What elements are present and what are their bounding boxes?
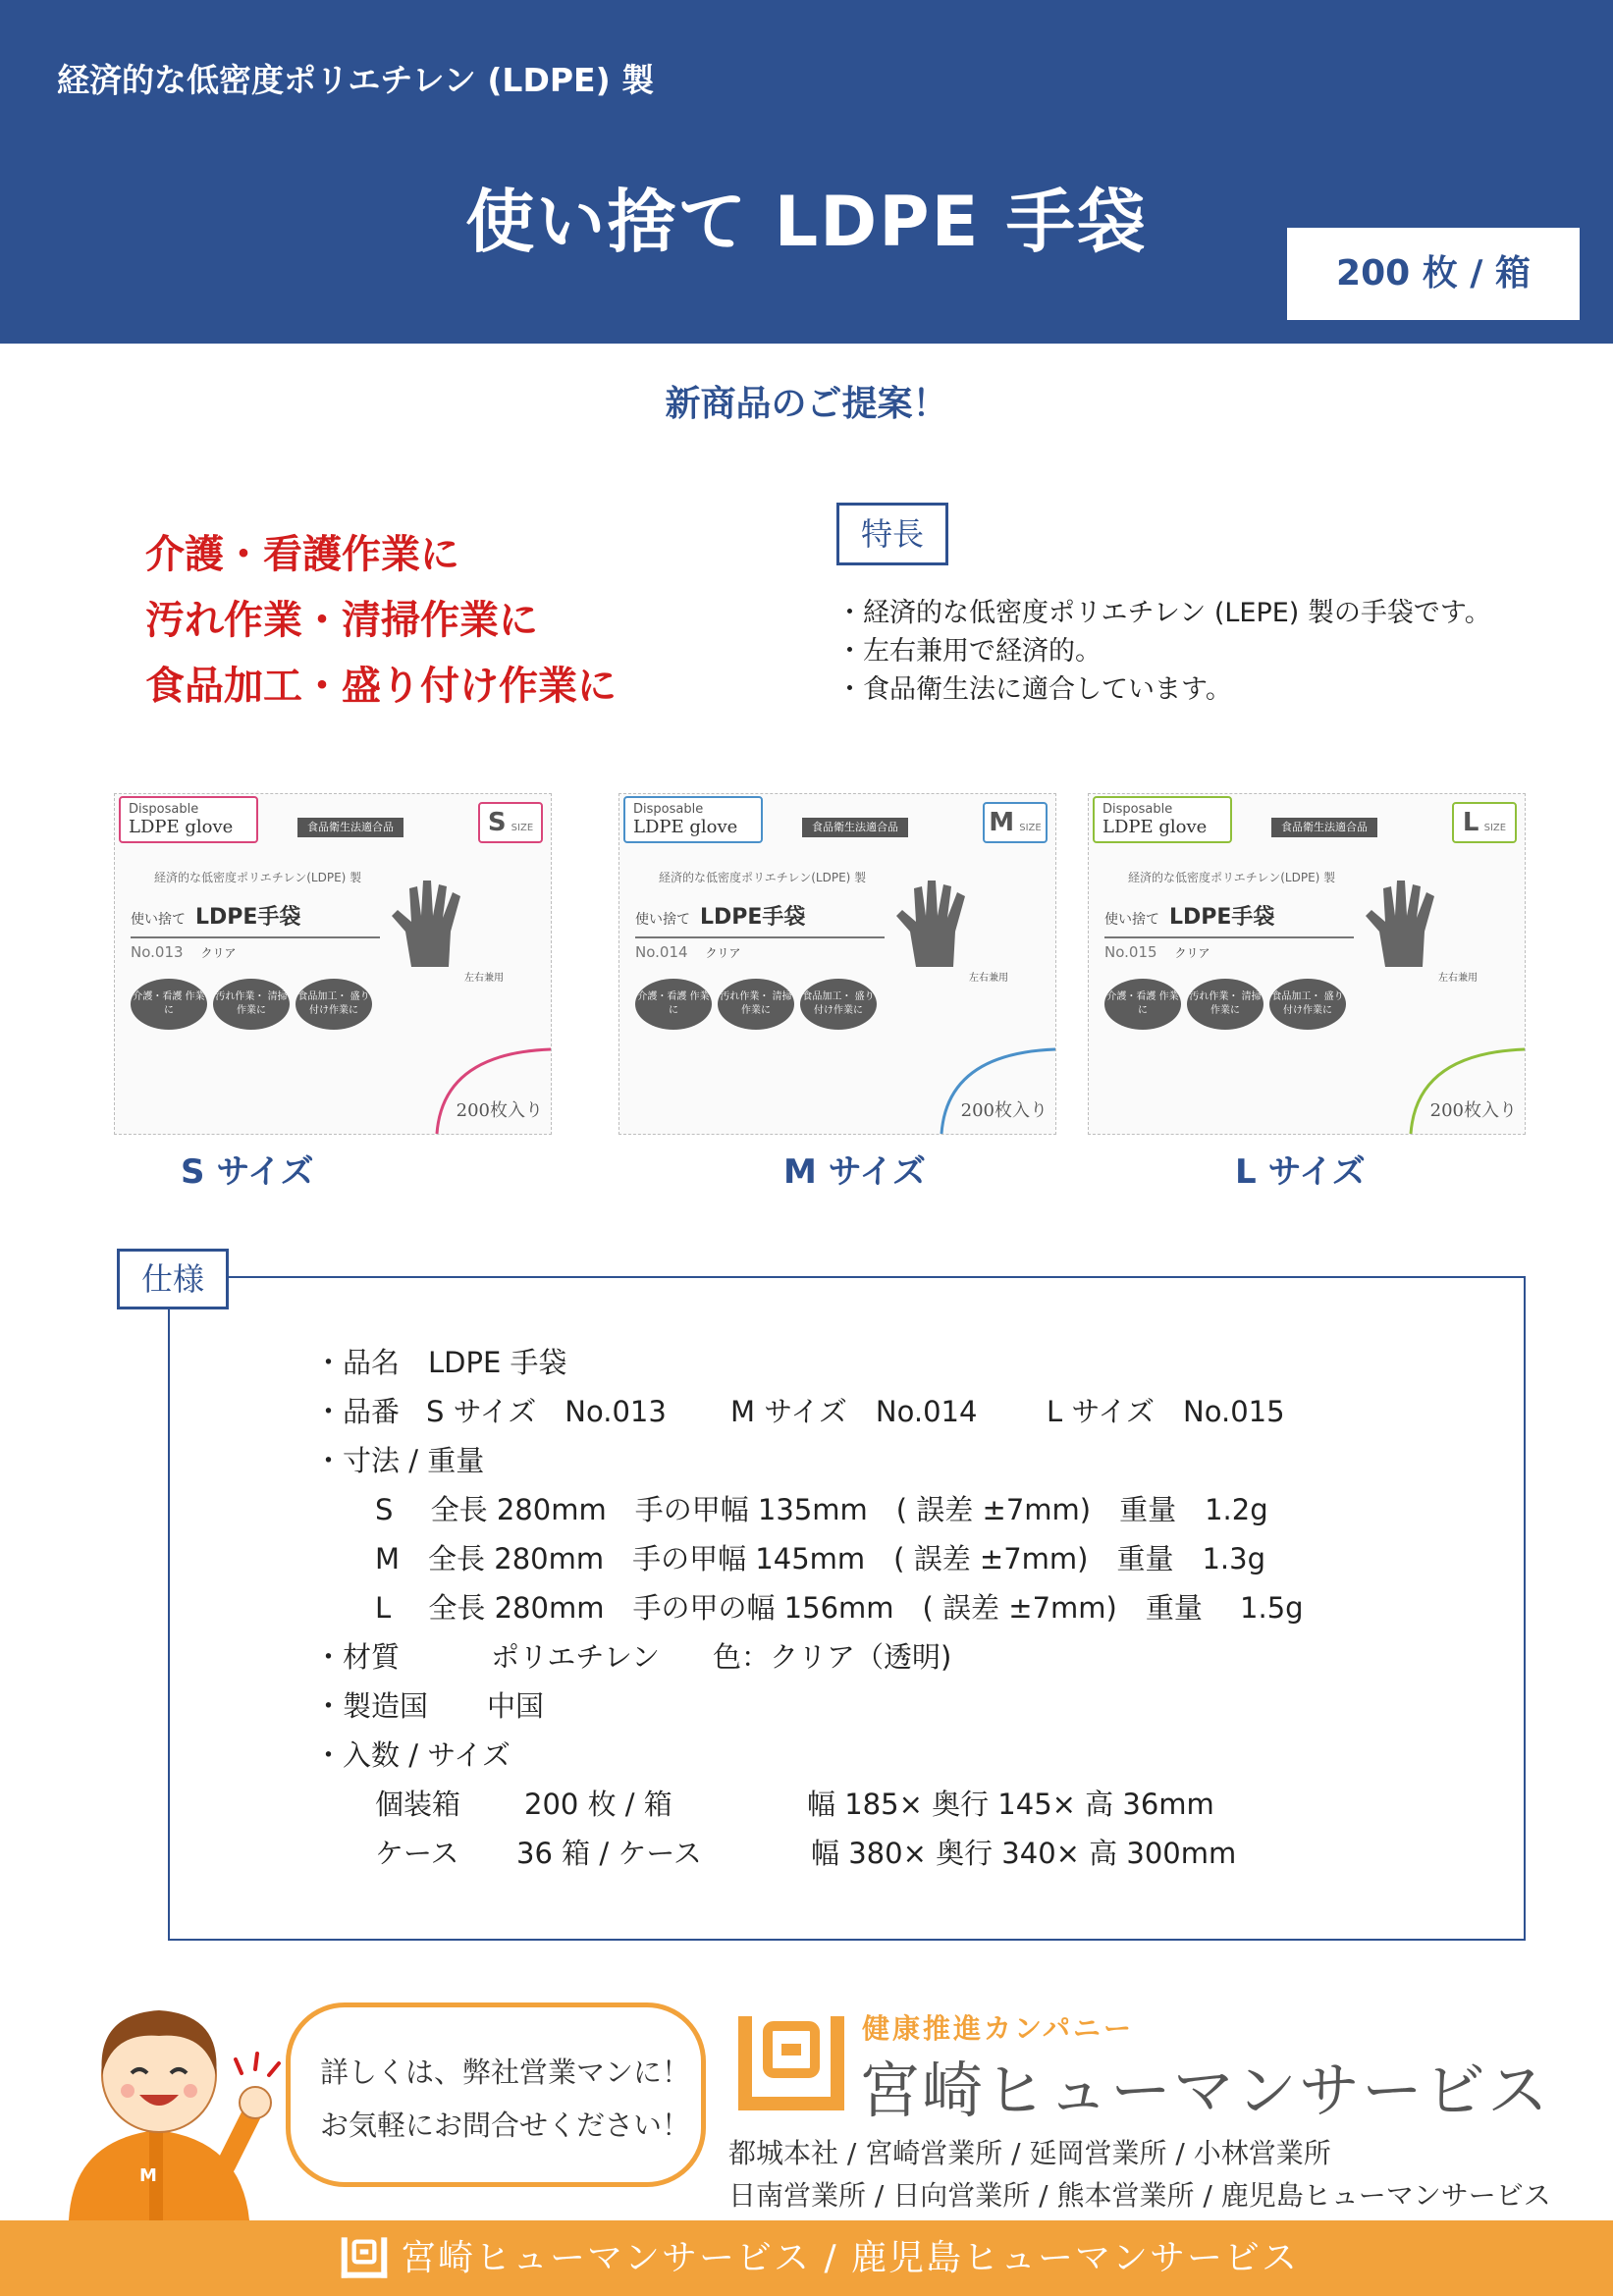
brand-label: [623, 796, 763, 843]
bubble-line1: 詳しくは、弊社営業マンに！: [320, 2056, 691, 2089]
footer-text: 宮崎ヒューマンサービス / 鹿児島ヒューマンサービス: [401, 2238, 1300, 2278]
size-suffix: SIZE: [1483, 823, 1507, 833]
spec-color: 色：クリア（透明): [713, 1640, 952, 1674]
spec-dim-s: S 全長 280mm 手の甲幅 135mm ( 誤差 ±7mm) 重量 1.2g: [375, 1493, 1268, 1526]
size-badge: [478, 802, 543, 843]
spec-title: 仕様: [117, 1249, 229, 1309]
page-title: 使い捨て LDPE 手袋: [465, 182, 1148, 262]
size-letter: L: [1462, 808, 1479, 837]
ambidextrous-text: 左右兼用: [1438, 973, 1478, 984]
size-suffix: SIZE: [511, 823, 534, 833]
feature-item: ・左右兼用で経済的。: [836, 636, 1102, 667]
spec-case-qty: 36 箱 / ケース: [516, 1837, 702, 1870]
offices-line1: 都城本社 / 宮崎営業所 / 延岡営業所 / 小林営業所: [728, 2137, 1331, 2169]
use-item: 汚れ作業・清掃作業に: [145, 598, 538, 643]
spec-box-qty: 200 枚 / 箱: [524, 1788, 672, 1821]
cert-badge: 食品衛生法適合品: [1271, 818, 1377, 837]
use-oval: 食品加工・ 盛り付け作業に: [1269, 979, 1346, 1030]
mascot-character: [49, 1993, 285, 2220]
use-item: 介護・看護作業に: [145, 532, 459, 577]
use-ovals: [635, 979, 883, 1030]
spec-dim-m: M 全長 280mm 手の甲幅 145mm ( 誤差 ±7mm) 重量 1.3g: [375, 1542, 1266, 1575]
spec-item-no-head: ・品番: [314, 1395, 401, 1428]
spec-dims-head: ・寸法 / 重量: [314, 1444, 485, 1477]
size-letter: S: [487, 808, 507, 837]
package-name: [1104, 900, 1354, 938]
company-name: 宮崎ヒューマンサービス: [859, 2055, 1551, 2126]
count-text: 200枚入り: [960, 1100, 1048, 1121]
brand-label: [119, 796, 258, 843]
material-text: 経済的な低密度ポリエチレン(LDPE) 製: [1128, 871, 1336, 884]
product-image-m: [618, 793, 1056, 1135]
use-oval: 介護・看護 作業に: [635, 979, 712, 1030]
product-image-s: [114, 793, 552, 1135]
spec-origin-head: ・製造国: [314, 1689, 429, 1723]
glove-icon: [386, 877, 480, 971]
spec-item-no-m: M サイズ No.014: [730, 1395, 978, 1428]
package-name: [131, 900, 380, 938]
spec-item-no-l: L サイズ No.015: [1047, 1395, 1285, 1428]
item-number: No.013: [131, 943, 184, 961]
feature-item: ・食品衛生法に適合しています。: [836, 674, 1232, 705]
spec-box-size: 幅 185× 奥行 145× 高 36mm: [807, 1788, 1214, 1821]
spec-material: ポリエチレン: [491, 1640, 661, 1674]
use-oval: 介護・看護 作業に: [1104, 979, 1181, 1030]
package-number: [1104, 943, 1210, 961]
package-number: [635, 943, 741, 961]
spec-case-size: 幅 380× 奥行 340× 高 300mm: [811, 1837, 1237, 1870]
bubble-line2: お気軽にお問合せください！: [320, 2109, 691, 2142]
glove-icon: [1360, 877, 1454, 971]
color-text: クリア: [200, 946, 237, 960]
item-number: No.015: [1104, 943, 1157, 961]
spec-case-label: ケース: [375, 1837, 459, 1870]
company-logo-icon: [734, 2012, 848, 2114]
brand-line1: Disposable: [633, 802, 704, 817]
use-oval: 汚れ作業・ 清掃作業に: [1187, 979, 1264, 1030]
spec-packing-head: ・入数 / サイズ: [314, 1738, 511, 1772]
count-text: 200枚入り: [456, 1100, 543, 1121]
footer-bar: [0, 2220, 1613, 2296]
brand-line1: Disposable: [1102, 802, 1173, 817]
size-letter: M: [989, 808, 1015, 837]
features-title: 特長: [836, 503, 948, 565]
cert-badge: 食品衛生法適合品: [802, 818, 908, 837]
size-label-s: S サイズ: [181, 1152, 314, 1192]
package-name: [635, 900, 885, 938]
use-ovals: [1104, 979, 1352, 1030]
name-prefix: 使い捨て: [131, 912, 186, 928]
size-badge: [983, 802, 1048, 843]
color-text: クリア: [1174, 946, 1210, 960]
spec-box-label: 個装箱: [375, 1788, 461, 1821]
color-text: クリア: [705, 946, 741, 960]
spec-dim-l: L 全長 280mm 手の甲の幅 156mm ( 誤差 ±7mm) 重量 1.5g: [375, 1591, 1304, 1625]
use-oval: 食品加工・ 盛り付け作業に: [296, 979, 372, 1030]
quantity-badge: 200 枚 / 箱: [1287, 228, 1580, 320]
size-label-m: M サイズ: [783, 1152, 926, 1192]
uses-list: [145, 522, 617, 720]
size-badge: [1452, 802, 1517, 843]
brand-label: [1093, 796, 1232, 843]
size-suffix: SIZE: [1019, 823, 1042, 833]
use-oval: 汚れ作業・ 清掃作業に: [213, 979, 290, 1030]
name-main: LDPE手袋: [700, 905, 806, 930]
features-list: [836, 594, 1491, 709]
package-number: [131, 943, 237, 961]
brand-line2: LDPE glove: [1102, 817, 1208, 837]
speech-bubble: [286, 2002, 706, 2187]
header-banner: [0, 0, 1613, 344]
header-subtitle: 経済的な低密度ポリエチレン (LDPE) 製: [57, 61, 655, 99]
name-prefix: 使い捨て: [1104, 912, 1159, 928]
brand-line2: LDPE glove: [129, 817, 234, 837]
use-oval: 汚れ作業・ 清掃作業に: [718, 979, 794, 1030]
use-ovals: [131, 979, 378, 1030]
name-main: LDPE手袋: [195, 905, 301, 930]
name-main: LDPE手袋: [1169, 905, 1275, 930]
footer-logo-icon: [340, 2234, 389, 2281]
size-label-l: L サイズ: [1235, 1152, 1366, 1192]
spec-origin: 中国: [487, 1689, 545, 1723]
product-image-l: [1088, 793, 1526, 1135]
use-oval: 介護・看護 作業に: [131, 979, 207, 1030]
cert-badge: 食品衛生法適合品: [297, 818, 403, 837]
spec-material-head: ・材質: [314, 1640, 401, 1674]
spec-item-no-s: S サイズ No.013: [426, 1395, 667, 1428]
name-prefix: 使い捨て: [635, 912, 690, 928]
count-text: 200枚入り: [1429, 1100, 1517, 1121]
brand-line1: Disposable: [129, 802, 199, 817]
item-number: No.014: [635, 943, 688, 961]
proposal-heading: 新商品のご提案！: [665, 384, 948, 424]
material-text: 経済的な低密度ポリエチレン(LDPE) 製: [154, 871, 362, 884]
feature-item: ・経済的な低密度ポリエチレン (LEPE) 製の手袋です。: [836, 598, 1491, 628]
ambidextrous-text: 左右兼用: [464, 973, 504, 984]
use-item: 食品加工・盛り付け作業に: [145, 664, 617, 709]
use-oval: 食品加工・ 盛り付け作業に: [800, 979, 877, 1030]
offices-line2: 日南営業所 / 日向営業所 / 熊本営業所 / 鹿児島ヒューマンサービス: [728, 2179, 1551, 2212]
material-text: 経済的な低密度ポリエチレン(LDPE) 製: [659, 871, 867, 884]
spec-name: ・品名 LDPE 手袋: [314, 1346, 567, 1379]
ambidextrous-text: 左右兼用: [969, 973, 1008, 984]
company-tagline: 健康推進カンパニー: [862, 2012, 1135, 2045]
glove-icon: [890, 877, 985, 971]
brand-line2: LDPE glove: [633, 817, 738, 837]
mascot-badge: M: [139, 2165, 157, 2186]
